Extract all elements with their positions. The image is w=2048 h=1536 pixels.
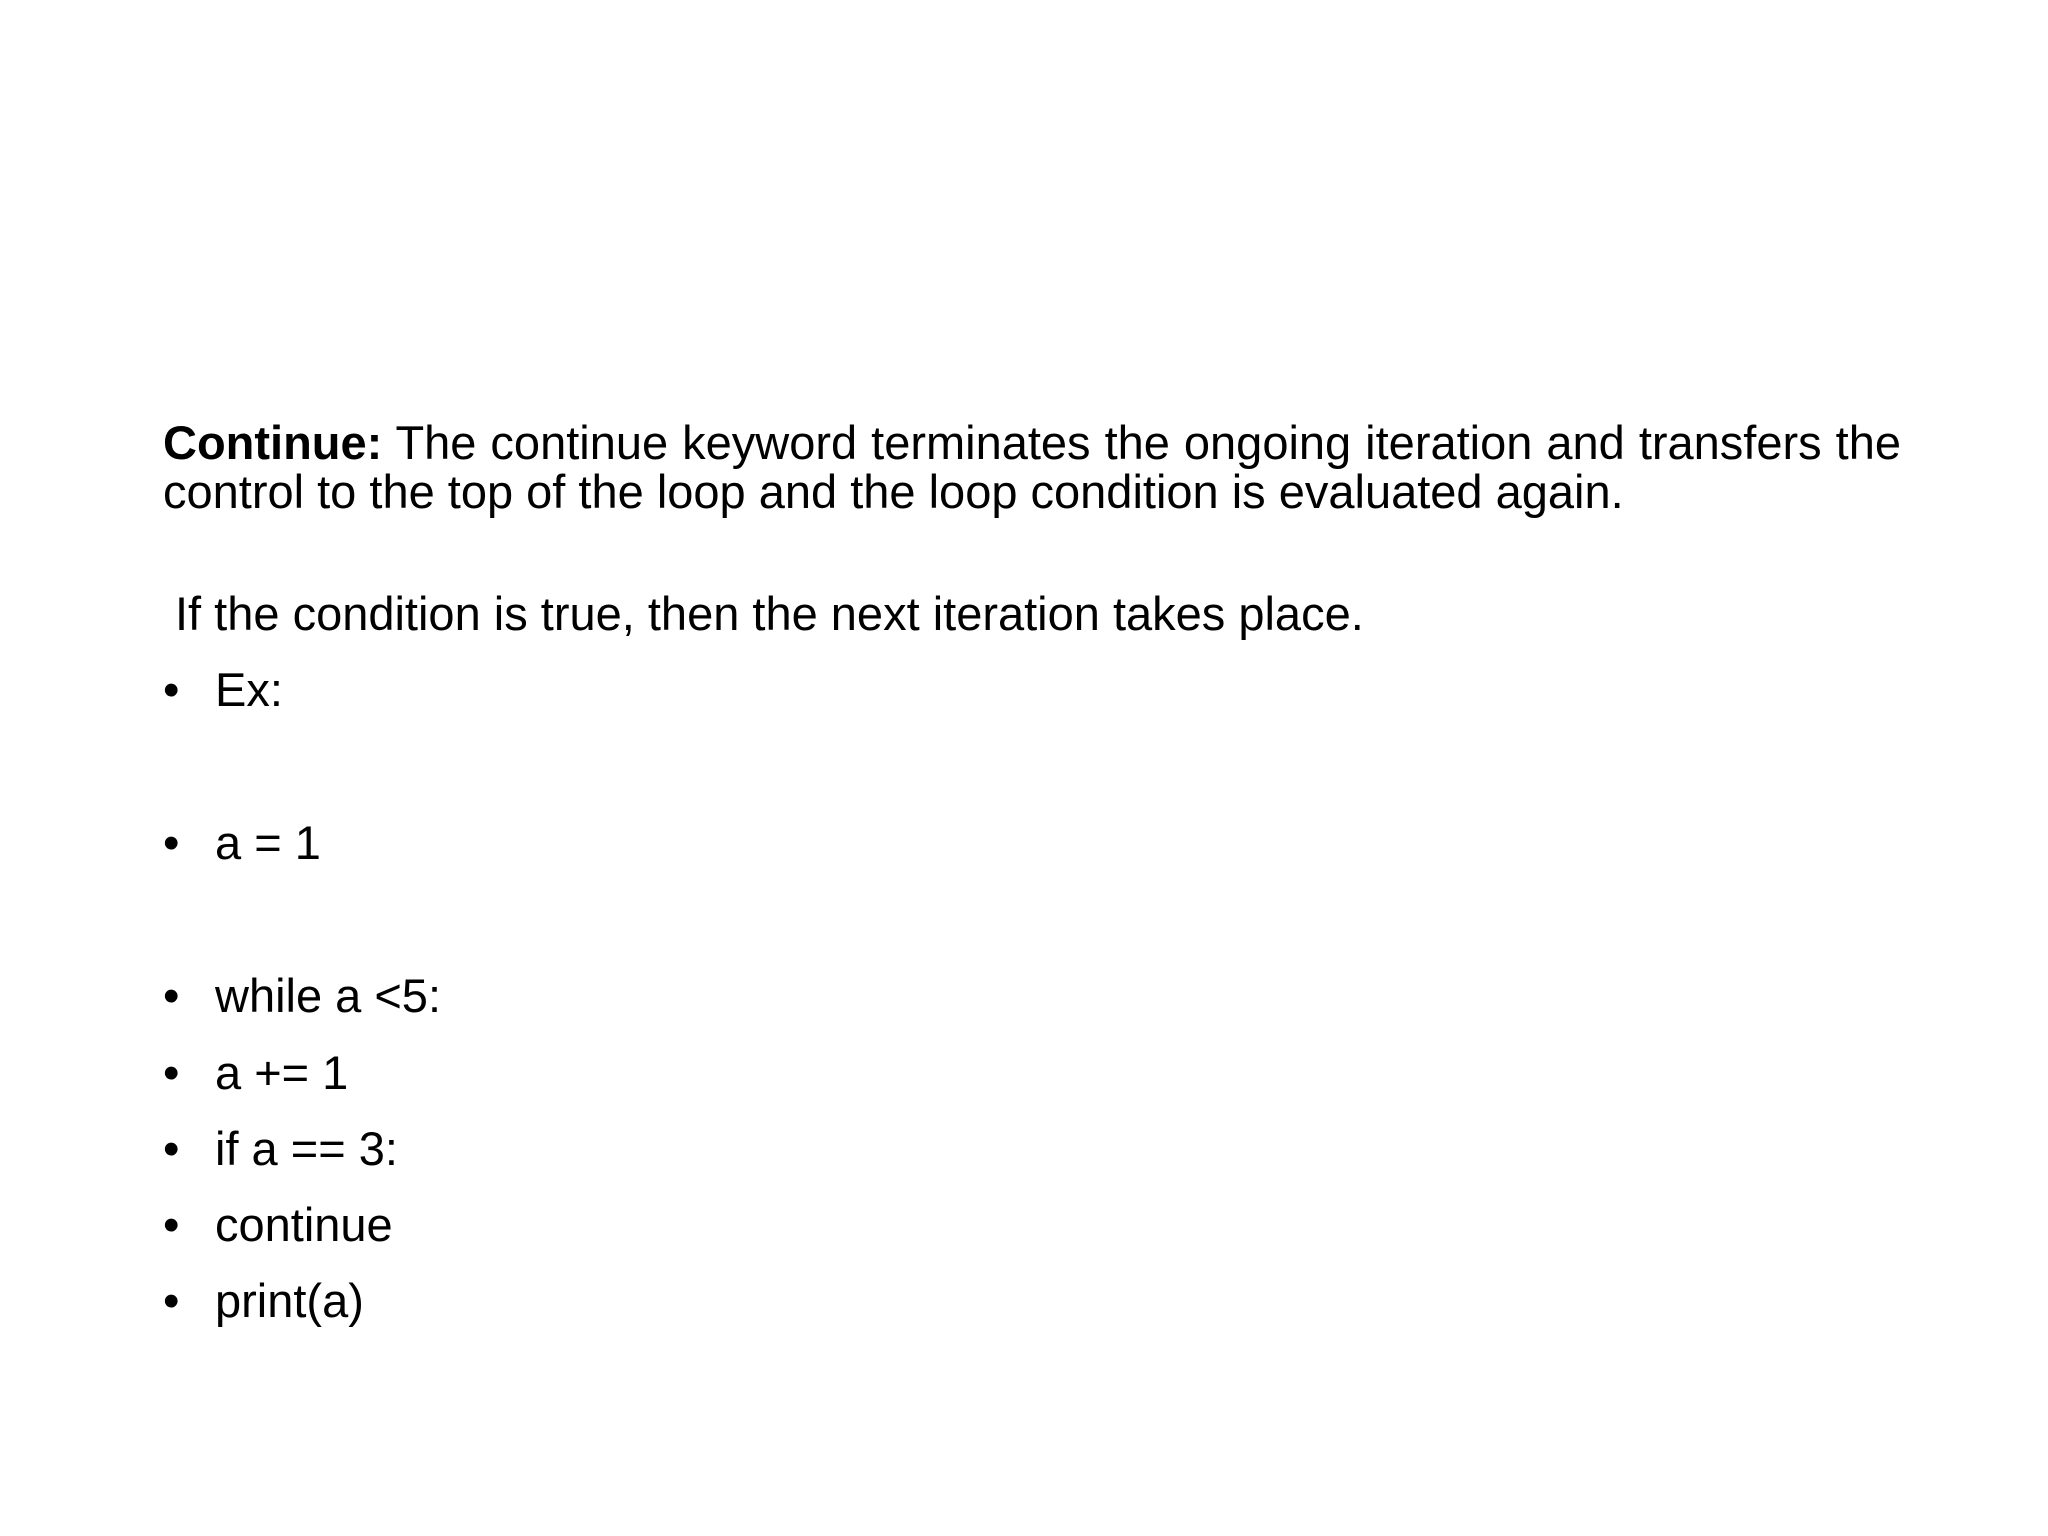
bullet-icon: • bbox=[163, 969, 180, 1022]
term-heading: Continue: bbox=[163, 416, 383, 469]
bullet-icon: • bbox=[163, 1122, 180, 1175]
bullet-text: if a == 3: bbox=[215, 1122, 398, 1175]
intro-paragraph bbox=[163, 418, 1901, 516]
bullet-icon: • bbox=[163, 1274, 180, 1327]
bullet-text: print(a) bbox=[215, 1274, 364, 1327]
bullet-text: a += 1 bbox=[215, 1046, 349, 1099]
bullet-text: a = 1 bbox=[215, 816, 321, 869]
condition-statement: If the condition is true, then the next iteration takes place. bbox=[175, 587, 1364, 640]
bullet-icon: • bbox=[163, 1198, 180, 1251]
bullet-icon: • bbox=[163, 1046, 180, 1099]
term-definition: The continue keyword terminates the ongoing iteration and transfers the control to the top of the loop and the loop condition is evaluated again. bbox=[163, 416, 1901, 518]
bullet-text: Ex: bbox=[215, 663, 283, 716]
bullet-icon: • bbox=[163, 816, 180, 869]
bullet-text: continue bbox=[215, 1198, 393, 1251]
bullet-text: while a <5: bbox=[215, 969, 442, 1022]
bullet-icon: • bbox=[163, 663, 180, 716]
